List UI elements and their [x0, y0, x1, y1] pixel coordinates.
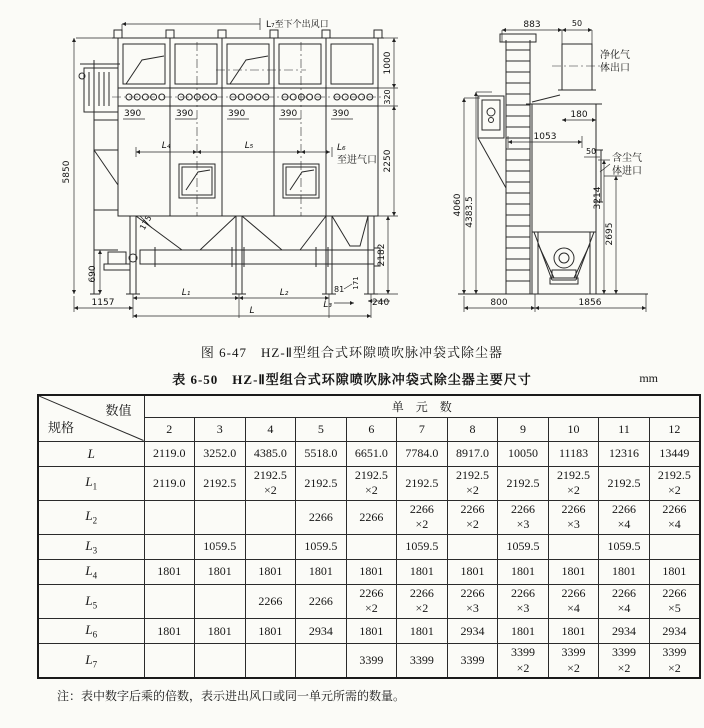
row-label: $L_1$ [38, 466, 144, 500]
dimension-cell: 2266 [346, 500, 397, 534]
dimension-cell: 2266 [296, 500, 347, 534]
dim-2250: 2250 [383, 149, 393, 173]
dim-l3: L₃ [323, 300, 332, 310]
dimension-cell [649, 534, 700, 559]
dimension-cell: 2934 [649, 619, 700, 644]
corner-label-spec: 规格 [48, 419, 75, 435]
ladder-rungs [506, 50, 530, 281]
top-panels [123, 44, 373, 84]
dimension-cell: 3399 ×2 [548, 644, 599, 679]
dim-320: 320 [383, 89, 392, 105]
dimension-cell: 3399 ×2 [649, 644, 700, 679]
column-header: 3 [195, 417, 246, 441]
dimension-cell [245, 500, 296, 534]
dimension-cell: 1801 [346, 619, 397, 644]
column-header: 7 [397, 417, 448, 441]
dimension-cell: 1059.5 [296, 534, 347, 559]
dim-1157: 1157 [91, 298, 115, 308]
corner-label-value: 数值 [105, 403, 132, 418]
dimension-cell [144, 534, 195, 559]
dimension-cell: 3252.0 [195, 441, 246, 466]
dim-240: 240 [372, 298, 390, 308]
table-row [38, 466, 700, 500]
table-row [38, 441, 700, 466]
dimension-cell: 2192.5 [599, 466, 650, 500]
dust-gas-inlet-label-2: 体进口 [612, 166, 642, 177]
dimension-cell: 1801 [447, 559, 498, 584]
dimension-cell [447, 534, 498, 559]
unit-count-header: 单 元 数 [144, 395, 700, 417]
dimension-cell: 1801 [397, 619, 448, 644]
dim-390: 390 [228, 109, 246, 119]
dimension-cell: 3399 ×2 [599, 644, 650, 679]
row-label: $L_2$ [38, 500, 144, 534]
table-row [38, 584, 700, 618]
column-header: 8 [447, 417, 498, 441]
dimension-cell: 1801 [649, 559, 700, 584]
table-row [38, 619, 700, 644]
dimension-cell: 2266 ×3 [498, 584, 549, 618]
column-header: 10 [548, 417, 599, 441]
dimension-cell: 1801 [195, 619, 246, 644]
dimension-cell: 2192.5 ×2 [245, 466, 296, 500]
dim-1053: 1053 [533, 132, 557, 142]
dimension-cell: 1801 [548, 559, 599, 584]
dimension-cell: 2192.5 [296, 466, 347, 500]
dim-390: 390 [332, 109, 350, 119]
dimension-cell: 1801 [599, 559, 650, 584]
dimension-cell [245, 534, 296, 559]
dim-390: 390 [176, 109, 194, 119]
row-label: $L_5$ [38, 584, 144, 618]
clean-gas-outlet-label-1: 净化气 [600, 50, 630, 61]
row-label: $L_6$ [38, 619, 144, 644]
dimension-cell [195, 644, 246, 679]
dimension-cell: 1801 [144, 559, 195, 584]
dim-690: 690 [88, 265, 98, 283]
dimension-cell: 13449 [649, 441, 700, 466]
dimension-cell: 3399 ×2 [498, 644, 549, 679]
dimension-cell: 2266 ×3 [498, 500, 549, 534]
dim-l1: L₁ [181, 288, 191, 298]
dimension-cell: 2266 ×4 [599, 584, 650, 618]
dimension-cell: 2192.5 ×2 [548, 466, 599, 500]
dimension-cell: 1801 [346, 559, 397, 584]
dim-180: 180 [570, 110, 588, 120]
table-title: 表 6-50 HZ-Ⅱ型组合式环隙喷吹脉冲袋式除尘器主要尺寸 [172, 372, 532, 387]
dim-390: 390 [124, 109, 142, 119]
dimension-cell: 1801 [245, 619, 296, 644]
l7-outlet-note: L₇至下个出风口 [266, 20, 329, 30]
dimension-cell: 2119.0 [144, 466, 195, 500]
row-label: $L_3$ [38, 534, 144, 559]
dimension-cell [346, 534, 397, 559]
dim-171: 171 [352, 276, 360, 290]
valve-pitch-dims [123, 109, 353, 119]
dimension-cell: 1059.5 [599, 534, 650, 559]
dimension-table [37, 394, 701, 679]
dimension-cell: 8917.0 [447, 441, 498, 466]
dimension-cell [144, 584, 195, 618]
table-row [38, 644, 700, 679]
dimension-cell: 2192.5 ×2 [649, 466, 700, 500]
dim-1856: 1856 [578, 298, 602, 308]
dimension-cell: 2934 [599, 619, 650, 644]
table-row [38, 534, 700, 559]
column-header: 9 [498, 417, 549, 441]
dimension-lines [74, 18, 646, 318]
dust-gas-inlet-label-1: 含尘气 [612, 153, 642, 164]
dimension-cell: 2266 [245, 584, 296, 618]
row-label: $L_7$ [38, 644, 144, 679]
row-label: L [38, 441, 144, 466]
dimension-cell: 1801 [397, 559, 448, 584]
dimension-cell: 1801 [144, 619, 195, 644]
dimension-cell: 2266 ×2 [447, 500, 498, 534]
dimension-cell: 2266 ×2 [397, 584, 448, 618]
figure-labels [62, 18, 642, 316]
dim-2182: 2182 [377, 243, 387, 267]
table-row [38, 500, 700, 534]
dimension-cell: 2266 ×4 [548, 584, 599, 618]
dimension-cell: 1801 [296, 559, 347, 584]
dim-50-inlet: 50 [586, 147, 597, 156]
table-unit: mm [639, 371, 658, 385]
row-label: $L_4$ [38, 559, 144, 584]
figure-caption: 图 6-47 HZ-Ⅱ型组合式环隙喷吹脉冲袋式除尘器 [200, 345, 504, 360]
dimension-cell: 1801 [498, 559, 549, 584]
dimension-cell: 1801 [245, 559, 296, 584]
dim-800: 800 [490, 298, 508, 308]
dim-5850: 5850 [62, 160, 72, 184]
dim-l-total: L [249, 306, 255, 316]
group-header-row [38, 395, 700, 417]
dimension-cell: 2192.5 [498, 466, 549, 500]
column-header: 12 [649, 417, 700, 441]
dimension-cell: 2192.5 ×2 [346, 466, 397, 500]
dim-4383-5: 4383.5 [465, 196, 475, 228]
dimension-cell [195, 584, 246, 618]
dimension-cell [245, 644, 296, 679]
dimension-cell [548, 534, 599, 559]
dimension-cell: 2266 ×4 [599, 500, 650, 534]
column-header: 11 [599, 417, 650, 441]
dimension-cell: 2266 [296, 584, 347, 618]
column-header: 5 [296, 417, 347, 441]
dimension-cell [195, 500, 246, 534]
dimension-cell: 12316 [599, 441, 650, 466]
dim-4060: 4060 [453, 193, 463, 217]
dim-2695: 2695 [605, 222, 615, 246]
dimension-cell: 2192.5 [397, 466, 448, 500]
dimension-cell: 3399 [346, 644, 397, 679]
dimension-cell: 2266 ×3 [548, 500, 599, 534]
dimension-cell: 2192.5 [195, 466, 246, 500]
dimension-cell: 2119.0 [144, 441, 195, 466]
dimension-cell: 5518.0 [296, 441, 347, 466]
dimension-cell [144, 500, 195, 534]
dim-1000: 1000 [383, 51, 393, 75]
column-header: 2 [144, 417, 195, 441]
dimension-cell: 2934 [447, 619, 498, 644]
dimension-cell: 2266 ×4 [649, 500, 700, 534]
dimension-cell: 1059.5 [498, 534, 549, 559]
dimension-cell: 1059.5 [195, 534, 246, 559]
dim-l5: L₅ [244, 141, 254, 151]
dim-175: 175 [138, 213, 154, 232]
dimension-cell: 2192.5 ×2 [447, 466, 498, 500]
dimension-cell: 2266 ×2 [397, 500, 448, 534]
figure-drawing [0, 0, 704, 340]
dimension-cell: 2934 [296, 619, 347, 644]
dim-390: 390 [280, 109, 298, 119]
dimension-cell: 7784.0 [397, 441, 448, 466]
dimension-cell: 1059.5 [397, 534, 448, 559]
dimension-cell [296, 644, 347, 679]
dim-l6: L₆ [337, 143, 346, 153]
dimension-cell: 1801 [195, 559, 246, 584]
clean-gas-outlet-label-2: 体出口 [600, 63, 630, 74]
inlet-note: 至进气口 [337, 155, 377, 166]
dimension-cell [144, 644, 195, 679]
dimension-cell: 11183 [548, 441, 599, 466]
dimension-cell: 3399 [447, 644, 498, 679]
column-header: 6 [346, 417, 397, 441]
dimension-cell: 6651.0 [346, 441, 397, 466]
dimension-cell: 1801 [498, 619, 549, 644]
dim-l4: L₄ [161, 141, 171, 151]
dim-3214: 3214 [593, 186, 603, 210]
corner-cell [38, 395, 144, 441]
dim-81: 81 [334, 285, 345, 294]
table-row [38, 559, 700, 584]
dimension-cell: 2266 ×3 [447, 584, 498, 618]
dim-883: 883 [523, 20, 541, 30]
dimension-cell: 10050 [498, 441, 549, 466]
dimension-cell: 2266 ×5 [649, 584, 700, 618]
column-header: 4 [245, 417, 296, 441]
table-body [38, 441, 700, 678]
dimension-cell: 4385.0 [245, 441, 296, 466]
dimension-cell: 2266 ×2 [346, 584, 397, 618]
dim-50-top: 50 [571, 19, 583, 28]
dimension-cell: 3399 [397, 644, 448, 679]
dim-l2: L₂ [279, 288, 289, 298]
dimension-cell: 1801 [548, 619, 599, 644]
footnote: 注：表中数字后乘的倍数，表示进出风口或同一单元所需的数量。 [57, 689, 406, 704]
